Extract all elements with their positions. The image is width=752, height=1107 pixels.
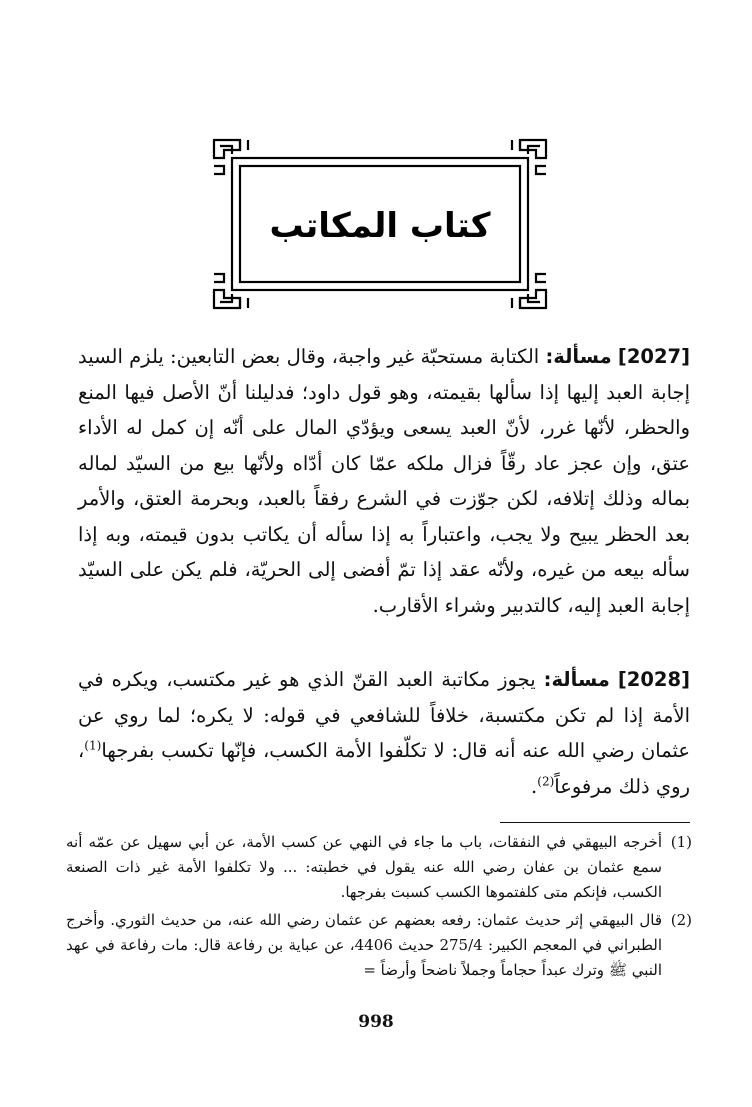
footnote-item — [66, 830, 692, 905]
chapter-frame — [210, 136, 550, 312]
footnote-reference[interactable]: (1) — [84, 738, 102, 753]
issue-label: مسألة: — [543, 668, 610, 691]
footnote-separator — [500, 822, 690, 823]
footnote-number: (1) — [670, 833, 692, 851]
footnote-number: (2) — [670, 911, 692, 929]
issue-text: . — [531, 774, 538, 798]
footnote-reference[interactable]: (2) — [537, 774, 555, 788]
issue-paragraph — [78, 662, 690, 804]
issue-text: يجوز مكاتبة العبد القنّ الذي هو غير مكتسب، ويكره في الأمة إذا لم تكن مكتسبة، خلافاً للشافعي في قوله: لا يكره؛ لما روي عن عثمان رضي الله عنه أنه قال: لا تكلّفوا الأمة الكسب، فإنّها تكسب بفرجها — [78, 668, 690, 762]
footnote-text: قال البيهقي إثر حديث عثمان: رفعه بعضهم عن عثمان رضي الله عنه، من حديث الثوري. وأخرج الطبراني في المعجم الكبير: 275/4 حديث 4406، عن عباية بن رفاعة قال: مات رفاعة في عهد النبي ﷺ وترك عبداً حجاماً وجملاً ناضحاً وأرضاً = — [66, 911, 663, 979]
issue-text: الكتابة مستحبّة غير واجبة، وقال بعض التابعين: يلزم السيد إجابة العبد إليها إذا سألها بقيمته، وهو قول داود؛ فدليلنا أنّ الأصل فيها المنع والحظر، لأنّها غرر، لأنّ العبد يسعى ويؤدّي المال على أنّه إن كمل له الأداء عتق، وإن عجز عاد رقّاً فزال ملكه عمّا كان أدّاه ولأنّها بيع من السيّد لماله بماله وذلك إتلافه، لكن جوّزت في الشرع رفقاً بالعبد، وبحرمة العتق، والأمر بعد الحظر يبيح ولا يجب، واعتباراً به إذا سأله أن يكاتب بدون قيمته، وبه إذا سأله بيعه من غيره، ولأنّه عقد إذا تمّ أفضى إلى الحريّة، فلم يكن على السيّد إجابة العبد إليه، كالتدبير وشراء الأقارب. — [78, 345, 690, 617]
footnotes — [66, 830, 692, 986]
issue-label: مسألة: — [545, 345, 612, 368]
footnote-item — [66, 908, 692, 983]
page-number: 998 — [358, 1012, 394, 1032]
issue-number: [2028] — [617, 668, 690, 691]
footnote-text: أخرجه البيهقي في النفقات، باب ما جاء في النهي عن كسب الأمة، عن أبي سهيل عن عمّه أنه سمع عثمان بن عفان رضي الله عنه يقول في خطبته: ... ولا تكلفوا الأمة غير ذات الصنعة الكسب، فإنكم متى كلفتموها الكسب كسبت بفرجها. — [66, 833, 662, 901]
issue-text: ، روي ذلك مرفوعاً — [78, 739, 690, 798]
issue-number: [2027] — [617, 345, 691, 368]
chapter-title: كتاب المكاتب — [269, 206, 491, 246]
issue-paragraph — [78, 339, 690, 623]
